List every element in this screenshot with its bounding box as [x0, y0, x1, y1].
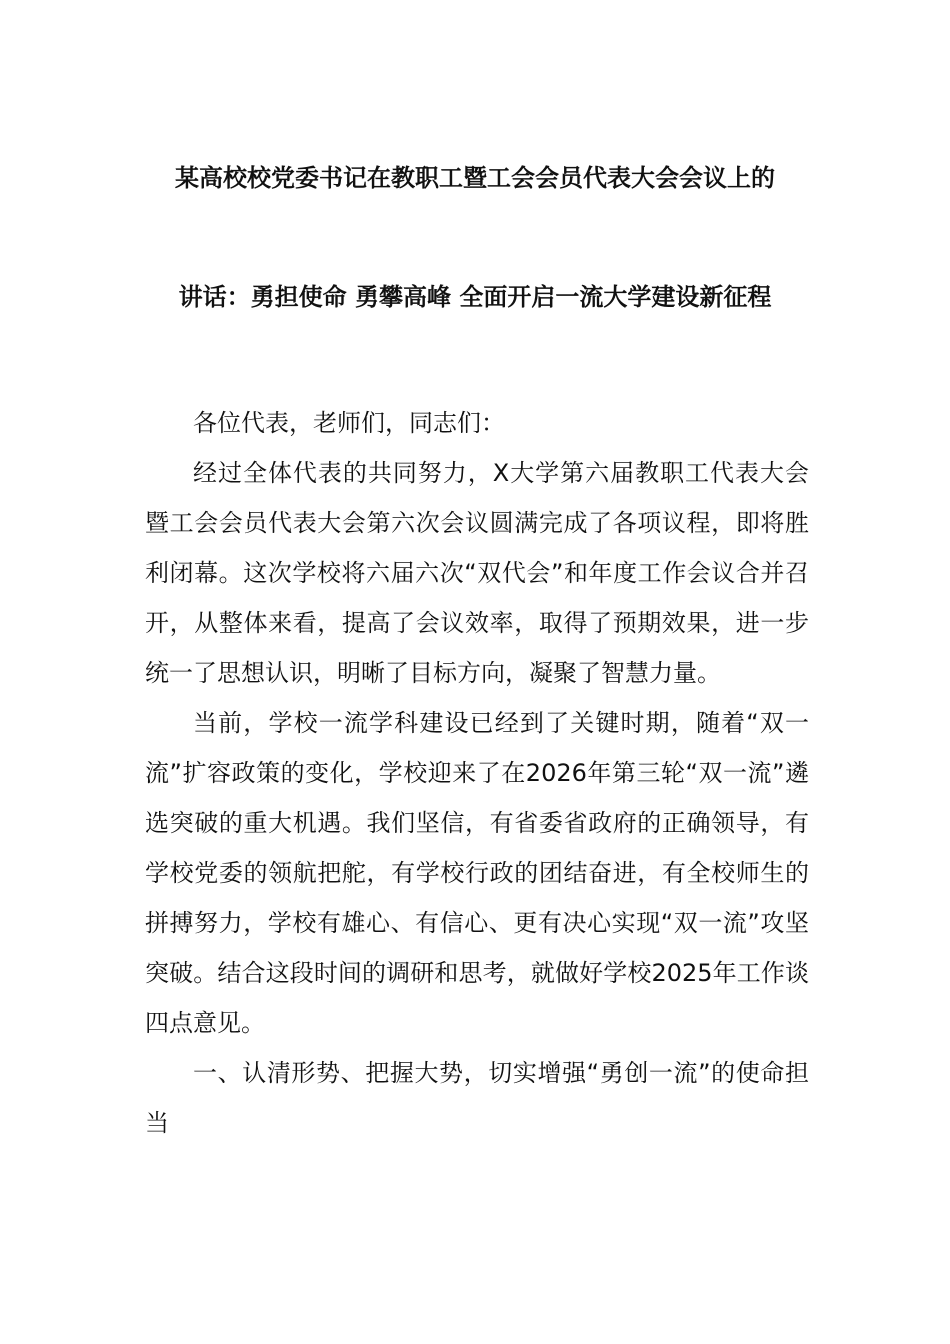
body-paragraph: 经过全体代表的共同努力，X大学第六届教职工代表大会暨工会会员代表大会第六次会议圆满完成了各项议程，即将胜利闭幕。这次学校将六届六次“双代会”和年度工作会议合并召开，从整体来看，提高了会议效率，取得了预期效果，进一步统一了思想认识，明晰了目标方向，凝聚了智慧力量。 — [145, 459, 809, 687]
document-body — [145, 398, 809, 1148]
salutation-paragraph: 各位代表，老师们，同志们： — [193, 409, 505, 437]
section-heading-paragraph: 一、认清形势、把握大势，切实增强“勇创一流”的使命担当 — [145, 1059, 809, 1137]
body-paragraph: 当前，学校一流学科建设已经到了关键时期，随着“双一流”扩容政策的变化，学校迎来了在2026年第三轮“双一流”遴选突破的重大机遇。我们坚信，有省委省政府的正确领导，有学校党委的领航把舵，有学校行政的团结奋进，有全校师生的拼搏努力，学校有雄心、有信心、更有决心实现“双一流”攻坚突破。结合这段时间的调研和思考，就做好学校2025年工作谈四点意见。 — [145, 709, 809, 1037]
document-title-line-1: 某高校校党委书记在教职工暨工会会员代表大会会议上的 — [175, 164, 775, 192]
document-title-line-2: 讲话：勇担使命 勇攀高峰 全面开启一流大学建设新征程 — [178, 283, 772, 311]
